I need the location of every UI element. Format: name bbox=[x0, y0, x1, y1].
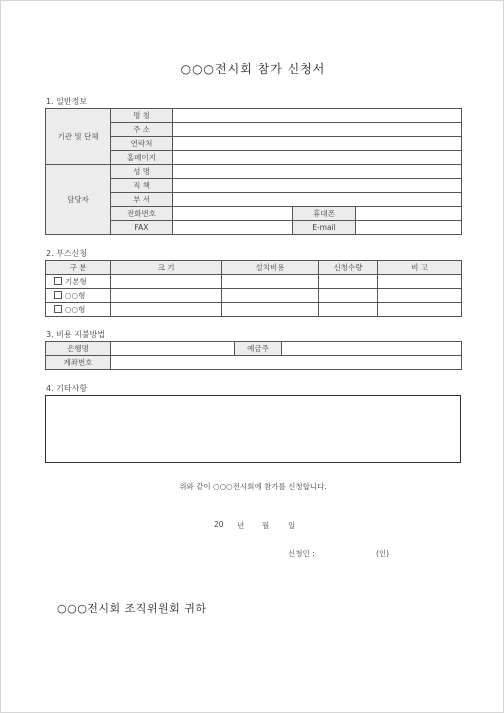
bank-field[interactable] bbox=[111, 342, 235, 356]
size-cell[interactable] bbox=[111, 303, 222, 317]
mobile-field[interactable] bbox=[356, 207, 462, 221]
col-cost-header: 설치비용 bbox=[222, 261, 319, 275]
date-year: 20 bbox=[214, 520, 224, 529]
size-cell[interactable] bbox=[111, 289, 222, 303]
booth-type-option1[interactable]: ○○형 bbox=[46, 289, 111, 303]
application-statement: 위와 같이 ○○○전시회에 참가를 신청합니다. bbox=[179, 482, 327, 491]
qty-cell[interactable] bbox=[319, 289, 378, 303]
contact-title-label: 직 책 bbox=[111, 179, 173, 193]
phone-label: 전화번호 bbox=[111, 207, 173, 221]
etc-notes-box[interactable] bbox=[45, 395, 461, 463]
col-qty-header: 신청수량 bbox=[319, 261, 378, 275]
col-size-header: 크 기 bbox=[111, 261, 222, 275]
org-name-field[interactable] bbox=[173, 109, 462, 123]
org-name-label: 명 칭 bbox=[111, 109, 173, 123]
qty-cell[interactable] bbox=[319, 275, 378, 289]
table-row bbox=[46, 289, 462, 303]
contact-group-label: 담당자 bbox=[46, 165, 111, 235]
payment-table bbox=[45, 341, 462, 370]
org-address-label: 주 소 bbox=[111, 123, 173, 137]
date-year-unit: 년 bbox=[237, 521, 245, 530]
fax-label: FAX bbox=[111, 221, 173, 235]
contact-name-label: 성 명 bbox=[111, 165, 173, 179]
col-type-header: 구 분 bbox=[46, 261, 111, 275]
org-group-label: 기관 및 단체 bbox=[46, 109, 111, 165]
contact-dept-label: 부 서 bbox=[111, 193, 173, 207]
org-address-field[interactable] bbox=[173, 123, 462, 137]
applicant-seal: (인) bbox=[376, 549, 390, 558]
date-month-unit: 월 bbox=[262, 521, 270, 530]
contact-dept-field[interactable] bbox=[173, 193, 462, 207]
contact-title-field[interactable] bbox=[173, 179, 462, 193]
section-payment-heading: 3. 비용 지불방법 bbox=[46, 330, 106, 339]
booth-type-option2[interactable]: ○○형 bbox=[46, 303, 111, 317]
account-label: 계좌번호 bbox=[46, 356, 111, 370]
bank-label: 은행명 bbox=[46, 342, 111, 356]
date-day-unit: 일 bbox=[288, 521, 296, 530]
note-cell[interactable] bbox=[378, 275, 462, 289]
page-title: ○○○전시회 참가 신청서 bbox=[180, 62, 326, 76]
cost-cell[interactable] bbox=[222, 303, 319, 317]
org-homepage-label: 홈페이지 bbox=[111, 151, 173, 165]
fax-field[interactable] bbox=[173, 221, 293, 235]
col-note-header: 비 고 bbox=[378, 261, 462, 275]
table-row bbox=[46, 303, 462, 317]
checkbox-icon[interactable] bbox=[54, 291, 62, 299]
cost-cell[interactable] bbox=[222, 289, 319, 303]
note-cell[interactable] bbox=[378, 303, 462, 317]
booth-table bbox=[45, 260, 462, 317]
note-cell[interactable] bbox=[378, 289, 462, 303]
email-label: E-mail bbox=[293, 221, 356, 235]
email-field[interactable] bbox=[356, 221, 462, 235]
contact-name-field[interactable] bbox=[173, 165, 462, 179]
qty-cell[interactable] bbox=[319, 303, 378, 317]
checkbox-icon[interactable] bbox=[54, 305, 62, 313]
table-row bbox=[46, 275, 462, 289]
general-info-table bbox=[45, 108, 462, 235]
org-contact-label: 연락처 bbox=[111, 137, 173, 151]
checkbox-icon[interactable] bbox=[54, 277, 62, 285]
applicant-label: 신청인 : bbox=[288, 549, 315, 558]
holder-label: 예금주 bbox=[235, 342, 282, 356]
mobile-label: 휴대폰 bbox=[293, 207, 356, 221]
account-field[interactable] bbox=[111, 356, 462, 370]
org-contact-field[interactable] bbox=[173, 137, 462, 151]
cost-cell[interactable] bbox=[222, 275, 319, 289]
recipient-line: ○○○전시회 조직위원회 귀하 bbox=[57, 602, 207, 615]
size-cell[interactable] bbox=[111, 275, 222, 289]
booth-type-basic[interactable]: 기본형 bbox=[46, 275, 111, 289]
holder-field[interactable] bbox=[282, 342, 462, 356]
phone-field[interactable] bbox=[173, 207, 293, 221]
section-etc-heading: 4. 기타사항 bbox=[46, 384, 88, 393]
section-general-heading: 1. 일반정보 bbox=[46, 97, 88, 106]
section-booth-heading: 2. 부스신청 bbox=[46, 249, 88, 258]
org-homepage-field[interactable] bbox=[173, 151, 462, 165]
